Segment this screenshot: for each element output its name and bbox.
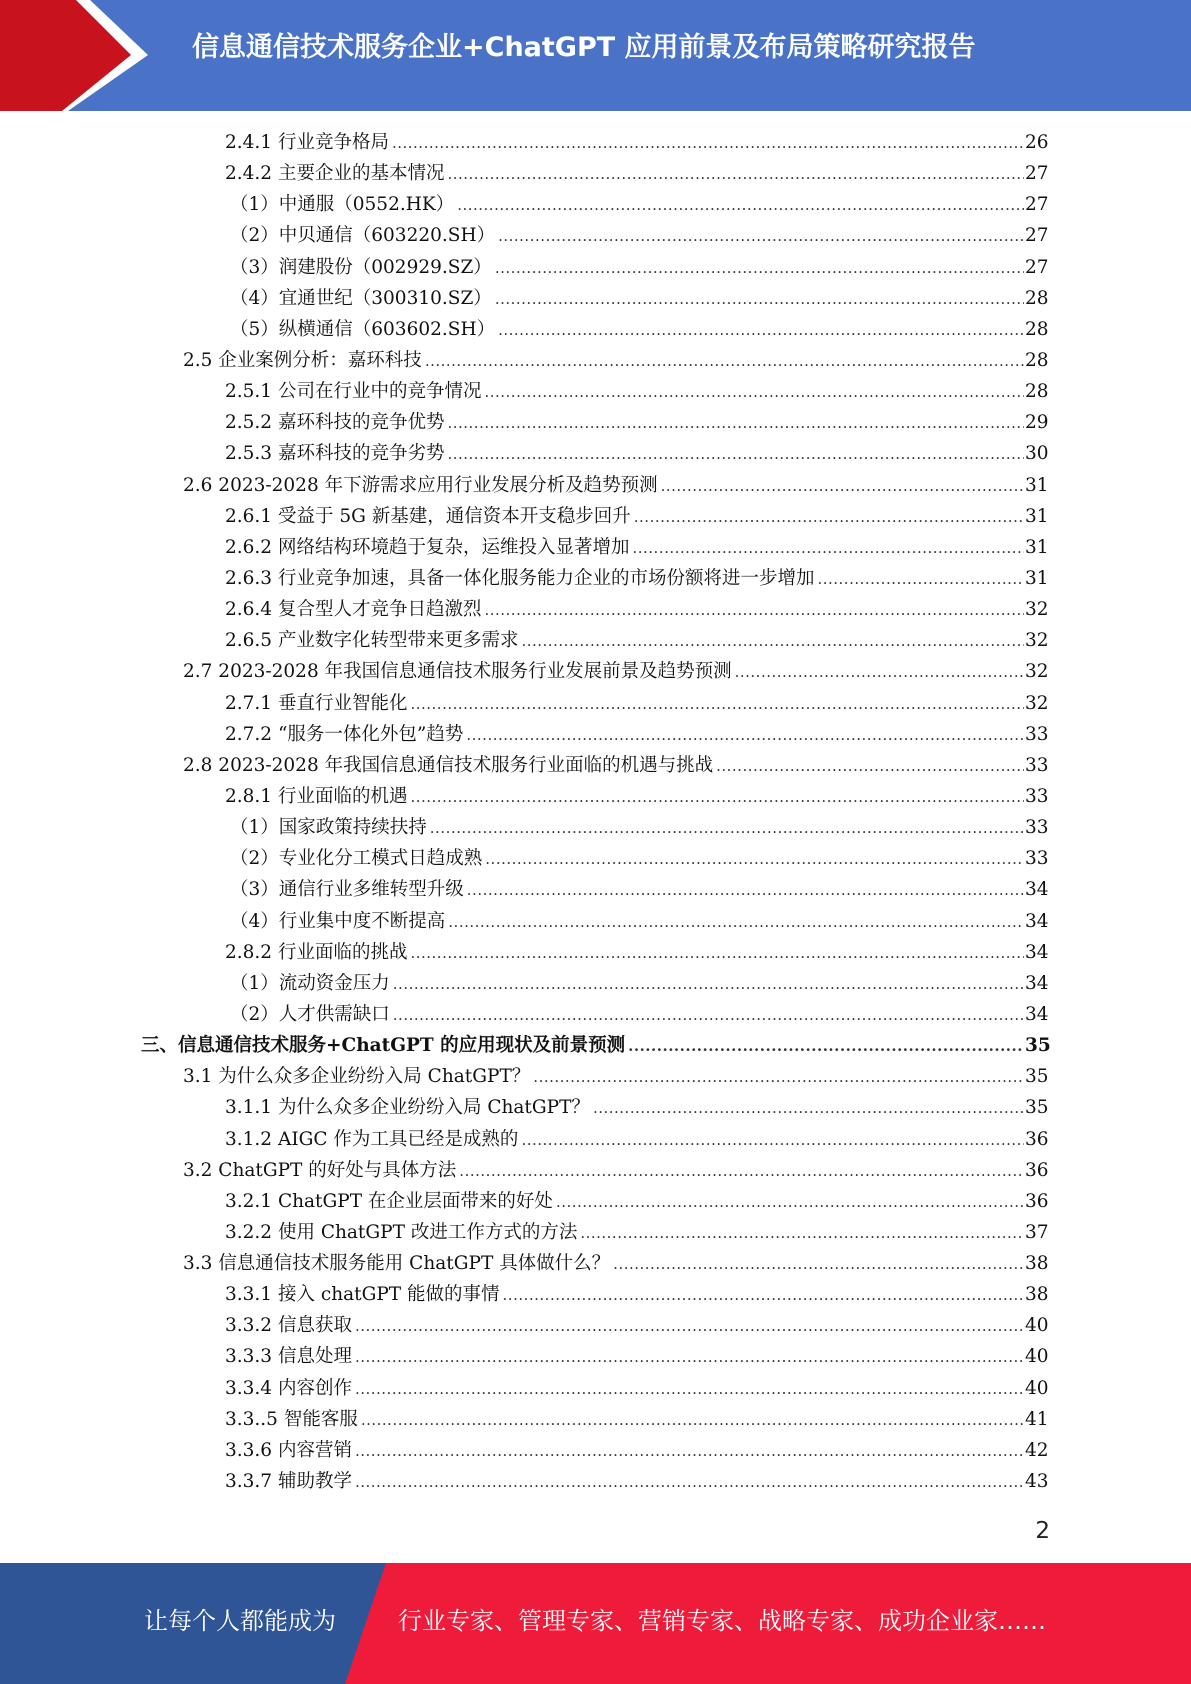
toc-entry[interactable] xyxy=(0,252,1191,283)
toc-dot-leader xyxy=(495,284,1024,315)
toc-entry-page: 40 xyxy=(1025,1315,1049,1337)
toc-entry-page: 33 xyxy=(1025,754,1049,776)
toc-entry-page: 38 xyxy=(1025,1253,1049,1275)
toc-entry[interactable] xyxy=(0,750,1191,781)
toc-entry-title: 2.4.1 行业竞争格局 xyxy=(225,132,389,153)
toc-entry-title: 2.8 2023-2028 年我国信息通信技术服务行业面临的机遇与挑战 xyxy=(183,754,714,776)
toc-entry-title: （1）中通服（0552.HK） xyxy=(230,194,455,216)
toc-dot-leader xyxy=(661,471,1024,502)
toc-dot-leader xyxy=(613,1249,1024,1280)
toc-entry[interactable] xyxy=(0,1279,1191,1310)
toc-entry[interactable] xyxy=(0,781,1191,812)
toc-entry[interactable] xyxy=(0,438,1191,469)
toc-entry[interactable] xyxy=(0,812,1191,843)
toc-entry[interactable] xyxy=(0,937,1191,968)
toc-dot-leader xyxy=(495,253,1024,284)
toc-dot-leader xyxy=(448,907,1024,938)
toc-entry-page: 27 xyxy=(1025,225,1049,247)
toc-entry-page: 33 xyxy=(1025,723,1049,745)
toc-dot-leader xyxy=(503,1280,1024,1311)
toc-entry-title: 2.7.2 “服务一体化外包”趋势 xyxy=(225,723,464,745)
toc-entry-page: 37 xyxy=(1025,1221,1049,1243)
toc-entry-title: 3.3..5 智能客服 xyxy=(225,1408,358,1430)
toc-entry-title: 2.5.2 嘉环科技的竞争优势 xyxy=(225,412,445,434)
toc-entry-title: 3.1.2 AIGC 作为工具已经是成熟的 xyxy=(225,1128,519,1150)
toc-entry[interactable] xyxy=(0,1466,1191,1497)
toc-entry[interactable] xyxy=(0,874,1191,905)
toc-entry-title: 2.7 2023-2028 年我国信息通信技术服务行业发展前景及趋势预测 xyxy=(183,661,732,683)
toc-entry-page: 31 xyxy=(1025,536,1049,558)
toc-dot-leader xyxy=(355,1467,1024,1498)
toc-entry-page: 34 xyxy=(1025,879,1049,901)
toc-entry-page: 30 xyxy=(1025,443,1049,465)
table-of-contents xyxy=(0,127,1191,1497)
toc-entry[interactable] xyxy=(0,501,1191,532)
toc-entry-page: 33 xyxy=(1025,785,1049,807)
toc-entry-title: （2）人才供需缺口 xyxy=(230,1003,390,1025)
toc-entry-page: 34 xyxy=(1025,1003,1049,1025)
toc-entry-page: 40 xyxy=(1025,1346,1049,1368)
toc-dot-leader xyxy=(355,1311,1024,1342)
toc-entry-page: 38 xyxy=(1025,1284,1049,1306)
toc-dot-leader xyxy=(485,844,1024,875)
toc-entry-page: 42 xyxy=(1025,1439,1049,1461)
toc-entry-page: 28 xyxy=(1025,287,1049,309)
toc-dot-leader xyxy=(593,1093,1024,1124)
toc-entry[interactable] xyxy=(0,1373,1191,1404)
toc-entry-page: 34 xyxy=(1025,941,1049,963)
toc-entry-page: 27 xyxy=(1025,194,1049,216)
toc-entry-page: 27 xyxy=(1025,163,1049,185)
toc-entry-title: 3.1.1 为什么众多企业纷纷入局 ChatGPT？ xyxy=(225,1097,590,1119)
toc-entry[interactable] xyxy=(0,843,1191,874)
toc-entry[interactable] xyxy=(0,656,1191,687)
toc-entry-title: 3.3.6 内容营销 xyxy=(225,1439,352,1461)
toc-entry-page: 26 xyxy=(1025,132,1049,153)
footer-slogan-left: 让每个人都能成为 xyxy=(144,1607,336,1635)
toc-entry[interactable] xyxy=(0,1217,1191,1248)
toc-entry[interactable] xyxy=(0,189,1191,220)
toc-entry-title: 3.3 信息通信技术服务能用 ChatGPT 具体做什么？ xyxy=(183,1253,611,1275)
toc-dot-leader xyxy=(628,1031,1024,1062)
toc-dot-leader xyxy=(425,346,1024,377)
toc-entry[interactable] xyxy=(0,719,1191,750)
toc-entry-title: （3）润建股份（002929.SZ） xyxy=(230,256,492,278)
toc-entry[interactable] xyxy=(0,314,1191,345)
toc-entry[interactable] xyxy=(0,625,1191,656)
page-footer xyxy=(0,1563,1191,1684)
toc-dot-leader xyxy=(410,689,1024,720)
page-number: 2 xyxy=(1035,1518,1050,1544)
toc-entry-title: 2.5.3 嘉环科技的竞争劣势 xyxy=(225,443,445,465)
toc-dot-leader xyxy=(634,502,1024,533)
toc-dot-leader xyxy=(484,377,1024,408)
toc-entry-page: 36 xyxy=(1025,1128,1049,1150)
toc-entry-title: 3.2 ChatGPT 的好处与具体方法 xyxy=(183,1159,457,1181)
toc-entry-page: 43 xyxy=(1025,1471,1049,1493)
toc-entry-page: 32 xyxy=(1025,630,1049,652)
toc-entry-title: （2）中贝通信（603220.SH） xyxy=(230,225,496,247)
toc-entry-title: 2.5 企业案例分析：嘉环科技 xyxy=(183,349,422,371)
footer-slogan-right: 行业专家、管理专家、营销专家、战略专家、成功企业家…… xyxy=(398,1607,1046,1635)
toc-entry-page: 31 xyxy=(1025,567,1049,589)
toc-dot-leader xyxy=(447,159,1024,190)
toc-entry-page: 36 xyxy=(1025,1190,1049,1212)
toc-dot-leader xyxy=(817,564,1024,595)
toc-entry-title: 3.3.3 信息处理 xyxy=(225,1346,352,1368)
toc-entry-title: 2.8.1 行业面临的机遇 xyxy=(225,785,408,807)
toc-dot-leader xyxy=(410,782,1024,813)
toc-entry[interactable] xyxy=(0,158,1191,189)
toc-entry[interactable] xyxy=(0,407,1191,438)
toc-entry[interactable] xyxy=(0,1435,1191,1466)
toc-dot-leader xyxy=(355,1342,1024,1373)
toc-entry-page: 34 xyxy=(1025,910,1049,932)
toc-entry-title: （4）宜通世纪（300310.SZ） xyxy=(230,287,492,309)
toc-dot-leader xyxy=(447,408,1024,439)
toc-entry-page: 28 xyxy=(1025,318,1049,340)
toc-dot-leader xyxy=(498,315,1024,346)
toc-entry-title: （3）通信行业多维转型升级 xyxy=(230,879,464,901)
toc-entry-title: 2.6.1 受益于 5G 新基建，通信资本开支稳步回升 xyxy=(225,505,631,527)
toc-entry-title: 2.8.2 行业面临的挑战 xyxy=(225,941,408,963)
toc-dot-leader xyxy=(533,1062,1024,1093)
toc-entry-title: 3.1 为什么众多企业纷纷入局 ChatGPT？ xyxy=(183,1066,531,1088)
toc-entry[interactable] xyxy=(0,999,1191,1030)
toc-entry-title: 2.5.1 公司在行业中的竞争情况 xyxy=(225,381,482,403)
toc-entry-page: 34 xyxy=(1025,972,1049,994)
toc-entry-title: （2）专业化分工模式日趋成熟 xyxy=(230,848,483,870)
toc-dot-leader xyxy=(393,1000,1024,1031)
toc-entry[interactable] xyxy=(0,1310,1191,1341)
toc-entry-page: 32 xyxy=(1025,599,1049,621)
toc-entry-page: 35 xyxy=(1025,1035,1051,1057)
toc-dot-leader xyxy=(735,657,1024,688)
toc-entry-title: 3.3.7 辅助教学 xyxy=(225,1471,352,1493)
toc-entry-page: 31 xyxy=(1025,505,1049,527)
toc-entry-title: （1）国家政策持续扶持 xyxy=(230,817,427,839)
toc-entry[interactable] xyxy=(0,1404,1191,1435)
toc-entry-title: 3.3.1 接入 chatGPT 能做的事情 xyxy=(225,1284,500,1306)
toc-entry-page: 33 xyxy=(1025,848,1049,870)
toc-dot-leader xyxy=(459,1156,1024,1187)
toc-dot-leader xyxy=(466,720,1024,751)
toc-entry[interactable] xyxy=(0,968,1191,999)
toc-entry-title: 2.6.5 产业数字化转型带来更多需求 xyxy=(225,630,519,652)
toc-entry-title: 3.3.2 信息获取 xyxy=(225,1315,352,1337)
toc-entry-title: 2.6 2023-2028 年下游需求应用行业发展分析及趋势预测 xyxy=(183,474,658,496)
toc-entry[interactable] xyxy=(0,376,1191,407)
toc-entry[interactable] xyxy=(0,1186,1191,1217)
toc-entry-page: 36 xyxy=(1025,1159,1049,1181)
toc-entry[interactable] xyxy=(0,906,1191,937)
toc-entry-page: 41 xyxy=(1025,1408,1049,1430)
toc-dot-leader xyxy=(467,875,1024,906)
toc-entry-page: 33 xyxy=(1025,817,1049,839)
toc-dot-leader xyxy=(355,1374,1024,1405)
toc-dot-leader xyxy=(430,813,1024,844)
toc-entry[interactable] xyxy=(0,1155,1191,1186)
toc-dot-leader xyxy=(521,1125,1024,1156)
header-arrow-decoration xyxy=(0,0,200,111)
toc-dot-leader xyxy=(457,190,1024,221)
toc-entry-title: 三、信息通信技术服务+ChatGPT 的应用现状及前景预测 xyxy=(141,1035,626,1057)
toc-entry-page: 28 xyxy=(1025,349,1049,371)
toc-dot-leader xyxy=(521,626,1024,657)
toc-entry-page: 40 xyxy=(1025,1377,1049,1399)
toc-entry-title: 2.6.2 网络结构环境趋于复杂，运维投入显著增加 xyxy=(225,536,630,558)
toc-dot-leader xyxy=(556,1187,1024,1218)
toc-entry-title: （1）流动资金压力 xyxy=(230,972,390,994)
toc-dot-leader xyxy=(393,969,1024,1000)
toc-entry[interactable] xyxy=(0,220,1191,251)
toc-entry[interactable] xyxy=(0,688,1191,719)
toc-entry-page: 35 xyxy=(1025,1066,1049,1088)
toc-entry[interactable] xyxy=(0,594,1191,625)
toc-entry[interactable] xyxy=(0,1061,1191,1092)
toc-dot-leader xyxy=(355,1436,1024,1467)
toc-entry[interactable] xyxy=(0,1092,1191,1123)
toc-entry-page: 32 xyxy=(1025,661,1049,683)
toc-entry[interactable] xyxy=(0,1124,1191,1155)
toc-entry-title: （4）行业集中度不断提高 xyxy=(230,910,446,932)
toc-dot-leader xyxy=(361,1405,1024,1436)
toc-entry-page: 31 xyxy=(1025,474,1049,496)
page-header xyxy=(0,0,1191,111)
toc-dot-leader xyxy=(632,533,1024,564)
toc-entry-title: 2.4.2 主要企业的基本情况 xyxy=(225,163,445,185)
toc-entry[interactable] xyxy=(0,127,1191,158)
toc-entry-title: 3.3.4 内容创作 xyxy=(225,1377,352,1399)
toc-entry-page: 35 xyxy=(1025,1097,1049,1119)
toc-entry[interactable] xyxy=(0,283,1191,314)
toc-entry[interactable] xyxy=(0,1248,1191,1279)
toc-entry[interactable] xyxy=(0,1341,1191,1372)
toc-entry-title: 3.2.1 ChatGPT 在企业层面带来的好处 xyxy=(225,1190,553,1212)
toc-entry-page: 28 xyxy=(1025,381,1049,403)
toc-entry-page: 29 xyxy=(1025,412,1049,434)
toc-entry-page: 27 xyxy=(1025,256,1049,278)
toc-entry[interactable] xyxy=(0,1030,1191,1061)
toc-entry[interactable] xyxy=(0,532,1191,563)
toc-entry[interactable] xyxy=(0,563,1191,594)
toc-entry-page: 32 xyxy=(1025,692,1049,714)
toc-entry-title: 3.2.2 使用 ChatGPT 改进工作方式的方法 xyxy=(225,1221,578,1243)
toc-entry[interactable] xyxy=(0,470,1191,501)
toc-entry-title: 2.6.4 复合型人才竞争日趋激烈 xyxy=(225,599,482,621)
toc-entry-title: 2.6.3 行业竞争加速，具备一体化服务能力企业的市场份额将进一步增加 xyxy=(225,567,815,589)
toc-dot-leader xyxy=(484,595,1024,626)
toc-dot-leader xyxy=(498,221,1024,252)
toc-dot-leader xyxy=(392,128,1024,159)
toc-dot-leader xyxy=(716,751,1024,782)
toc-dot-leader xyxy=(410,938,1024,969)
toc-entry-title: 2.7.1 垂直行业智能化 xyxy=(225,692,408,714)
header-title: 信息通信技术服务企业+ChatGPT 应用前景及布局策略研究报告 xyxy=(192,32,976,63)
toc-entry-title: （5）纵横通信（603602.SH） xyxy=(230,318,496,340)
toc-entry[interactable] xyxy=(0,345,1191,376)
toc-dot-leader xyxy=(580,1218,1024,1249)
toc-dot-leader xyxy=(447,439,1024,470)
